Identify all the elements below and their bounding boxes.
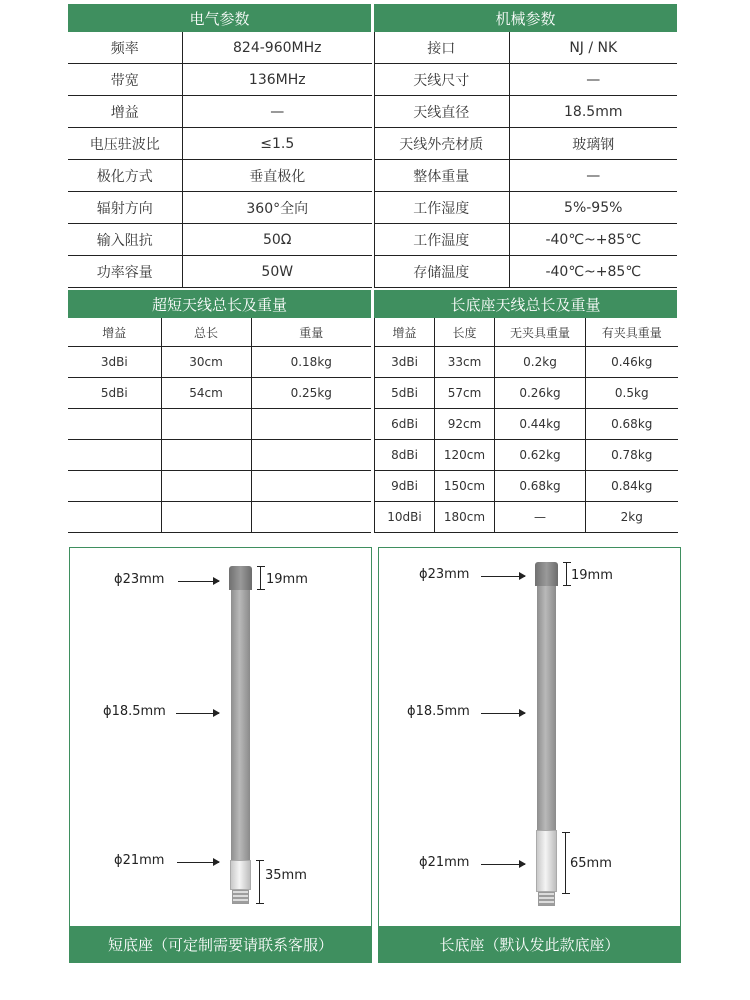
mechanical-value: 玻璃钢 [509, 128, 677, 160]
table-row [68, 440, 371, 471]
long-table-header [374, 290, 677, 318]
mechanical-label: 整体重量 [373, 160, 509, 192]
electrical-label: 带宽 [68, 64, 182, 96]
table-cell: 0.25kg [251, 378, 371, 409]
table-cell: 0.84kg [586, 471, 678, 502]
mechanical-value: 18.5mm [509, 96, 677, 128]
table-row [375, 378, 678, 409]
mechanical-label: 天线尺寸 [373, 64, 509, 96]
electrical-value: 360°全向 [182, 192, 373, 224]
short-antenna-table [68, 318, 371, 533]
antenna-base-sleeve [230, 860, 251, 890]
table-cell: 6dBi [375, 409, 435, 440]
table-header-row [68, 318, 371, 347]
table-cell: 180cm [435, 502, 495, 533]
table-row [375, 347, 678, 378]
base-length-label: 65mm [570, 856, 612, 871]
electrical-label: 增益 [68, 96, 182, 128]
mechanical-value: -40℃~+85℃ [509, 224, 677, 256]
mechanical-title: 机械参数 [495, 9, 556, 28]
spec-row [68, 96, 677, 128]
long-table-title: 长底座天线总长及重量 [450, 295, 601, 314]
electrical-value: 50W [182, 256, 373, 288]
table-row [68, 347, 371, 378]
long-panel-caption: 长底座（默认发此款底座） [439, 935, 620, 954]
mechanical-value: — [509, 64, 677, 96]
table-cell: 10dBi [375, 502, 435, 533]
table-cell: 150cm [435, 471, 495, 502]
table-cell: 9dBi [375, 471, 435, 502]
electrical-title: 电气参数 [189, 9, 250, 28]
electrical-label: 电压驻波比 [68, 128, 182, 160]
antenna-connector [232, 890, 249, 904]
electrical-value: 136MHz [182, 64, 373, 96]
base-diameter-label: ϕ21mm [419, 855, 470, 870]
table-row [68, 378, 371, 409]
table-cell [251, 502, 371, 533]
table-cell: 0.68kg [495, 471, 586, 502]
spec-row [68, 160, 677, 192]
spec-row [68, 192, 677, 224]
electrical-value: 824-960MHz [182, 32, 373, 64]
base-diameter-label: ϕ21mm [114, 853, 165, 868]
table-cell: 0.68kg [586, 409, 678, 440]
spec-row [68, 128, 677, 160]
long-panel-caption-bar [379, 926, 680, 962]
dimension-line [565, 832, 566, 894]
table-row [68, 471, 371, 502]
table-cell: 30cm [161, 347, 251, 378]
table-row [375, 471, 678, 502]
mechanical-value: — [509, 160, 677, 192]
electrical-value: — [182, 96, 373, 128]
base-length-label: 35mm [265, 868, 307, 883]
table-cell [68, 440, 161, 471]
table-row [375, 502, 678, 533]
long-antenna-table [374, 318, 678, 533]
electrical-value: ≤1.5 [182, 128, 373, 160]
short-table-header [68, 290, 371, 318]
antenna-base-sleeve [536, 830, 557, 892]
column-header: 增益 [68, 318, 161, 347]
column-header: 重量 [251, 318, 371, 347]
table-row [68, 409, 371, 440]
antenna-rod [537, 586, 556, 830]
column-header: 长度 [435, 318, 495, 347]
short-base-panel [69, 547, 372, 963]
table-cell [161, 471, 251, 502]
mechanical-header [374, 4, 677, 32]
table-cell: 0.78kg [586, 440, 678, 471]
spec-row [68, 256, 677, 288]
dimension-line [566, 562, 567, 586]
table-cell [161, 502, 251, 533]
table-cell: 92cm [435, 409, 495, 440]
antenna-rod [231, 590, 250, 860]
mechanical-label: 工作湿度 [373, 192, 509, 224]
table-row [375, 440, 678, 471]
column-header: 总长 [161, 318, 251, 347]
table-row [68, 502, 371, 533]
mechanical-label: 天线直径 [373, 96, 509, 128]
dimension-line [260, 566, 261, 590]
electrical-value: 垂直极化 [182, 160, 373, 192]
mechanical-label: 工作温度 [373, 224, 509, 256]
table-cell: 0.44kg [495, 409, 586, 440]
table-cell: 5dBi [375, 378, 435, 409]
short-table-title: 超短天线总长及重量 [151, 295, 287, 314]
arrow-icon [176, 713, 219, 714]
table-cell [161, 409, 251, 440]
cap-length-label: 19mm [266, 572, 308, 587]
electrical-value: 50Ω [182, 224, 373, 256]
table-cell: 0.18kg [251, 347, 371, 378]
arrow-icon [481, 576, 525, 577]
arrow-icon [481, 713, 525, 714]
table-cell: 120cm [435, 440, 495, 471]
mechanical-label: 接口 [373, 32, 509, 64]
table-cell [251, 471, 371, 502]
mechanical-value: 5%-95% [509, 192, 677, 224]
column-header: 有夹具重量 [586, 318, 678, 347]
cap-diameter-label: ϕ23mm [419, 567, 470, 582]
table-cell [68, 409, 161, 440]
table-cell: 0.26kg [495, 378, 586, 409]
electrical-label: 输入阻抗 [68, 224, 182, 256]
table-cell: 57cm [435, 378, 495, 409]
table-cell [251, 409, 371, 440]
antenna-cap [229, 566, 252, 590]
electrical-header [68, 4, 371, 32]
mechanical-value: -40℃~+85℃ [509, 256, 677, 288]
short-panel-caption-bar [70, 926, 371, 962]
table-cell [68, 471, 161, 502]
column-header: 增益 [375, 318, 435, 347]
table-cell: 3dBi [375, 347, 435, 378]
rod-diameter-label: ϕ18.5mm [103, 704, 166, 719]
table-cell: 33cm [435, 347, 495, 378]
electrical-label: 功率容量 [68, 256, 182, 288]
arrow-icon [178, 581, 219, 582]
spec-row [68, 224, 677, 256]
arrow-icon [481, 864, 525, 865]
cap-diameter-label: ϕ23mm [114, 572, 165, 587]
table-row [375, 409, 678, 440]
table-cell: 2kg [586, 502, 678, 533]
short-panel-caption: 短底座（可定制需要请联系客服） [107, 935, 333, 954]
table-cell [161, 440, 251, 471]
table-cell [68, 502, 161, 533]
table-cell: 0.46kg [586, 347, 678, 378]
spec-row [68, 64, 677, 96]
electrical-label: 频率 [68, 32, 182, 64]
rod-diameter-label: ϕ18.5mm [407, 704, 470, 719]
cap-length-label: 19mm [571, 568, 613, 583]
electrical-label: 辐射方向 [68, 192, 182, 224]
antenna-connector [538, 892, 555, 906]
spec-row [68, 32, 677, 64]
table-header-row [375, 318, 678, 347]
table-cell: 3dBi [68, 347, 161, 378]
table-cell: 0.62kg [495, 440, 586, 471]
antenna-cap [535, 562, 558, 586]
table-cell: 5dBi [68, 378, 161, 409]
long-base-panel [378, 547, 681, 963]
table-cell: 54cm [161, 378, 251, 409]
table-cell: 8dBi [375, 440, 435, 471]
mechanical-label: 天线外壳材质 [373, 128, 509, 160]
table-cell: 0.2kg [495, 347, 586, 378]
mechanical-label: 存储温度 [373, 256, 509, 288]
spec-table [68, 32, 677, 288]
mechanical-value: NJ / NK [509, 32, 677, 64]
table-cell [251, 440, 371, 471]
table-cell: — [495, 502, 586, 533]
arrow-icon [177, 862, 219, 863]
table-cell: 0.5kg [586, 378, 678, 409]
electrical-label: 极化方式 [68, 160, 182, 192]
dimension-line [259, 860, 260, 904]
column-header: 无夹具重量 [495, 318, 586, 347]
